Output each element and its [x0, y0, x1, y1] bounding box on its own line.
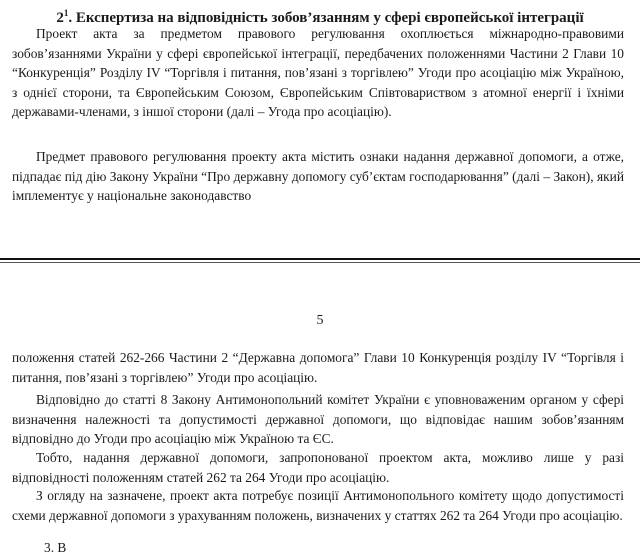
heading-superscript: 1 [63, 8, 69, 18]
paragraph-antimonopoly-committee: Відповідно до статті 8 Закону Антимонопольний комітет України є уповноваженим органом у сфері визначення належності та допустимості державної допомоги, що відповідає нашим зобов’язанням відповідно до Угоди про асоціацію між Україною та ЄС. [12, 392, 624, 447]
heading-number: 2 [56, 10, 64, 26]
cut-off-next-section: 3. В [44, 540, 67, 555]
paragraph-conclusion: З огляду на зазначене, проект акта потребує позиції Антимонопольного комітету щодо допустимості схеми державної допомоги з урахуванням положень, визначених у статтях 262 та 264 Угоди про асоціацію. [12, 488, 624, 523]
page-break-divider [0, 252, 640, 266]
paragraph-state-aid: Предмет правового регулювання проекту акта містить ознаки надання державної допомоги, а отже, підпадає під дію Закону України “Про державну допомогу суб’єктам господарювання” (далі – Закон), який імплементує у національне законодавство [12, 149, 624, 204]
heading-text: . Експертиза на відповідність зобов’язанням у сфері європейської інтеграції [68, 10, 584, 26]
paragraph-scope: Проект акта за предметом правового регулювання охоплюється міжнародно-правовими зобов’язаннями України у сфері європейської інтеграції, передбачених положеннями Частини 2 Глави 10 “Конкуренція” Розділу IV “Торгівля і питання, пов’язані з торгівлею” Угоди про асоціацію між Україною, з однієї сторони, та Європейським Союзом, Європейським Співтовариством з атомної енергії і їхніми державами-членами, з іншої сторони (далі – Угода про асоціацію). [12, 26, 624, 120]
paragraph-continuation: положення статей 262-266 Частини 2 “Державна допомога” Глави 10 Конкуренція розділу IV “Торгівля і питання, пов’язані з торгівлею” Угоди про асоціацію. [12, 350, 624, 385]
document-page-top [0, 0, 640, 252]
paragraph-compliance: Тобто, надання державної допомоги, запропонованої проектом акта, можливо лише у разі відповідності положенням статей 262 та 264 Угоди про асоціацію. [12, 450, 624, 485]
page-number: 5 [316, 313, 324, 328]
page-break-line-thin [0, 262, 640, 263]
page-break-line [0, 258, 640, 260]
